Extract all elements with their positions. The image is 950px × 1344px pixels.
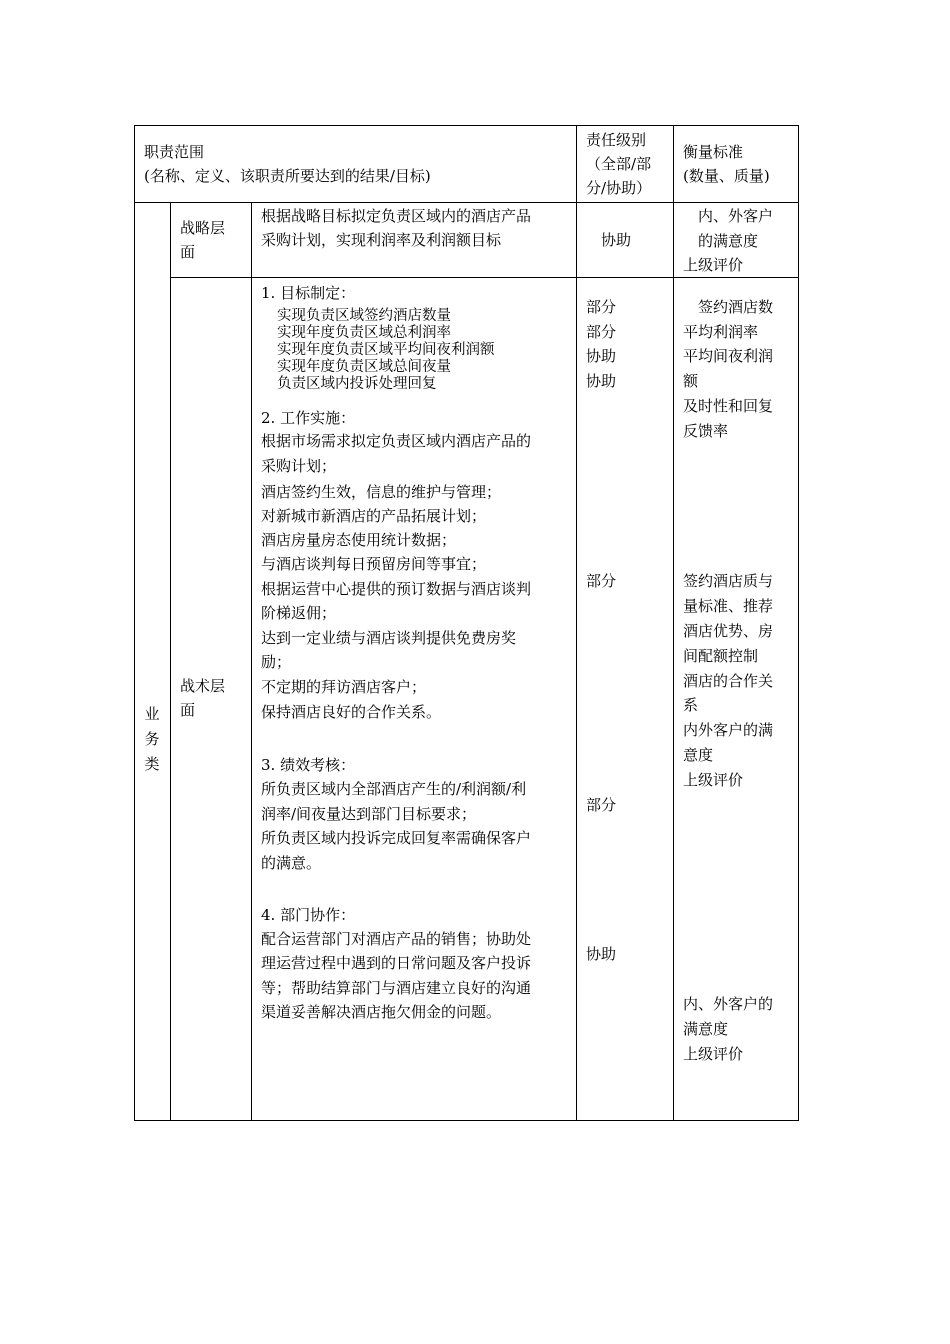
standard-mid: 上级评价 bbox=[683, 771, 744, 789]
section1-item: 实现年度负责区域总间夜量 bbox=[277, 359, 451, 375]
strategic-content-line1: 根据战略目标拟定负责区域内的酒店产品 bbox=[261, 207, 532, 225]
standard-top: 签约酒店数 bbox=[698, 298, 774, 316]
section2-title: 2. 工作实施： bbox=[261, 409, 356, 427]
section4-line: 理运营过程中遇到的日常问题及客户投诉 bbox=[261, 954, 532, 972]
strategic-label-cell bbox=[171, 203, 252, 278]
standard-mid: 签约酒店质与 bbox=[683, 572, 774, 590]
category-label bbox=[143, 702, 161, 777]
standard-mid: 量标准、推荐 bbox=[683, 597, 774, 615]
section1-item: 实现年度负责区域总利润率 bbox=[277, 325, 451, 341]
category-char: 业 bbox=[144, 705, 160, 723]
section2-line: 采购计划； bbox=[261, 457, 337, 475]
section2-line: 保持酒店良好的合作关系。 bbox=[261, 703, 442, 721]
standard-top: 平均利润率 bbox=[683, 323, 759, 341]
section3-line: 所负责区域内投诉完成回复率需确保客户 bbox=[261, 829, 532, 847]
header-level-sub2: 分/协助） bbox=[586, 179, 652, 197]
standard-mid: 内外客户的满 bbox=[683, 721, 774, 739]
section3-line: 的满意。 bbox=[261, 854, 322, 872]
section1-item: 负责区域内投诉处理回复 bbox=[277, 376, 437, 392]
standard-mid: 间配额控制 bbox=[683, 647, 759, 665]
header-standard-cell bbox=[674, 126, 799, 203]
level-impl: 部分 bbox=[586, 572, 617, 590]
section2-line: 励； bbox=[261, 653, 292, 671]
section3-title: 3. 绩效考核： bbox=[261, 756, 356, 774]
section4-title: 4. 部门协作： bbox=[261, 906, 356, 924]
tactical-standard-cell bbox=[674, 278, 799, 1121]
section2-line: 根据运营中心提供的预订数据与酒店谈判 bbox=[261, 580, 532, 598]
standard-mid: 意度 bbox=[683, 746, 714, 764]
category-char: 务 bbox=[144, 730, 160, 748]
standard-bottom: 内、外客户的 bbox=[683, 995, 774, 1013]
tactical-label-line2: 面 bbox=[180, 701, 196, 719]
standard-bottom: 上级评价 bbox=[683, 1045, 744, 1063]
section1-item: 实现负责区域签约酒店数量 bbox=[277, 308, 451, 324]
standard-top: 平均间夜利润 bbox=[683, 347, 774, 365]
header-level-sub1: （全部/部 bbox=[586, 155, 652, 173]
section2-line: 不定期的拜访酒店客户； bbox=[261, 678, 427, 696]
tactical-level-cell bbox=[577, 278, 674, 1121]
header-scope-subtitle: (名称、定义、该职责所要达到的结果/目标) bbox=[144, 167, 431, 185]
standard-top: 额 bbox=[683, 372, 699, 390]
section2-line: 达到一定业绩与酒店谈判提供免费房奖 bbox=[261, 629, 517, 647]
header-level-cell bbox=[577, 126, 674, 203]
tactical-content-cell bbox=[252, 278, 577, 1121]
section2-line: 对新城市新酒店的产品拓展计划； bbox=[261, 507, 487, 525]
level-top: 协助 bbox=[586, 372, 617, 390]
header-standard-title: 衡量标准 bbox=[683, 143, 744, 161]
level-top: 部分 bbox=[586, 298, 617, 316]
section3-line: 所负责区域内全部酒店产生的/利润额/利 bbox=[261, 780, 527, 798]
category-char: 类 bbox=[144, 755, 160, 773]
header-level-title: 责任级别 bbox=[586, 131, 647, 149]
standard-mid: 酒店优势、房 bbox=[683, 622, 774, 640]
standard-bottom: 满意度 bbox=[683, 1020, 729, 1038]
section2-line: 酒店签约生效，信息的维护与管理； bbox=[261, 483, 502, 501]
strategic-standard-line1: 内、外客户 bbox=[698, 207, 774, 225]
section4-line: 配合运营部门对酒店产品的销售；协助处 bbox=[261, 930, 532, 948]
strategic-label-line1: 战略层 bbox=[180, 219, 226, 237]
section2-line: 酒店房量房态使用统计数据； bbox=[261, 531, 457, 549]
standard-top: 及时性和回复 bbox=[683, 397, 774, 415]
responsibility-table bbox=[134, 125, 799, 1121]
strategic-standard-cell bbox=[674, 203, 799, 278]
section2-line: 与酒店谈判每日预留房间等事宜； bbox=[261, 555, 487, 573]
tactical-label-cell bbox=[171, 278, 252, 1121]
strategic-level: 协助 bbox=[601, 231, 632, 249]
header-standard-subtitle: (数量、质量) bbox=[683, 167, 770, 185]
standard-mid: 酒店的合作关 bbox=[683, 672, 774, 690]
section3-line: 润率/间夜量达到部门目标要求； bbox=[261, 805, 477, 823]
category-cell bbox=[135, 203, 171, 1121]
standard-top: 反馈率 bbox=[683, 422, 729, 440]
tactical-label-line1: 战术层 bbox=[180, 677, 226, 695]
header-scope-cell bbox=[135, 126, 577, 203]
level-coop: 协助 bbox=[586, 945, 617, 963]
strategic-content-cell bbox=[252, 203, 577, 278]
strategic-label-line2: 面 bbox=[180, 243, 196, 261]
standard-mid: 系 bbox=[683, 696, 699, 714]
level-perf: 部分 bbox=[586, 796, 617, 814]
strategic-level-cell bbox=[577, 203, 674, 278]
section1-title: 1. 目标制定： bbox=[261, 284, 356, 302]
level-top: 部分 bbox=[586, 323, 617, 341]
section4-line: 渠道妥善解决酒店拖欠佣金的问题。 bbox=[261, 1003, 502, 1021]
level-top: 协助 bbox=[586, 347, 617, 365]
strategic-standard-line3: 上级评价 bbox=[683, 256, 744, 274]
header-scope-title: 职责范围 bbox=[144, 143, 205, 161]
section2-line: 阶梯返佣； bbox=[261, 604, 337, 622]
strategic-standard-line2: 的满意度 bbox=[698, 232, 759, 250]
section1-item: 实现年度负责区域平均间夜利润额 bbox=[277, 342, 495, 358]
section2-line: 根据市场需求拟定负责区域内酒店产品的 bbox=[261, 432, 532, 450]
section4-line: 等；帮助结算部门与酒店建立良好的沟通 bbox=[261, 979, 532, 997]
strategic-content-line2: 采购计划，实现利润率及利润额目标 bbox=[261, 231, 502, 249]
